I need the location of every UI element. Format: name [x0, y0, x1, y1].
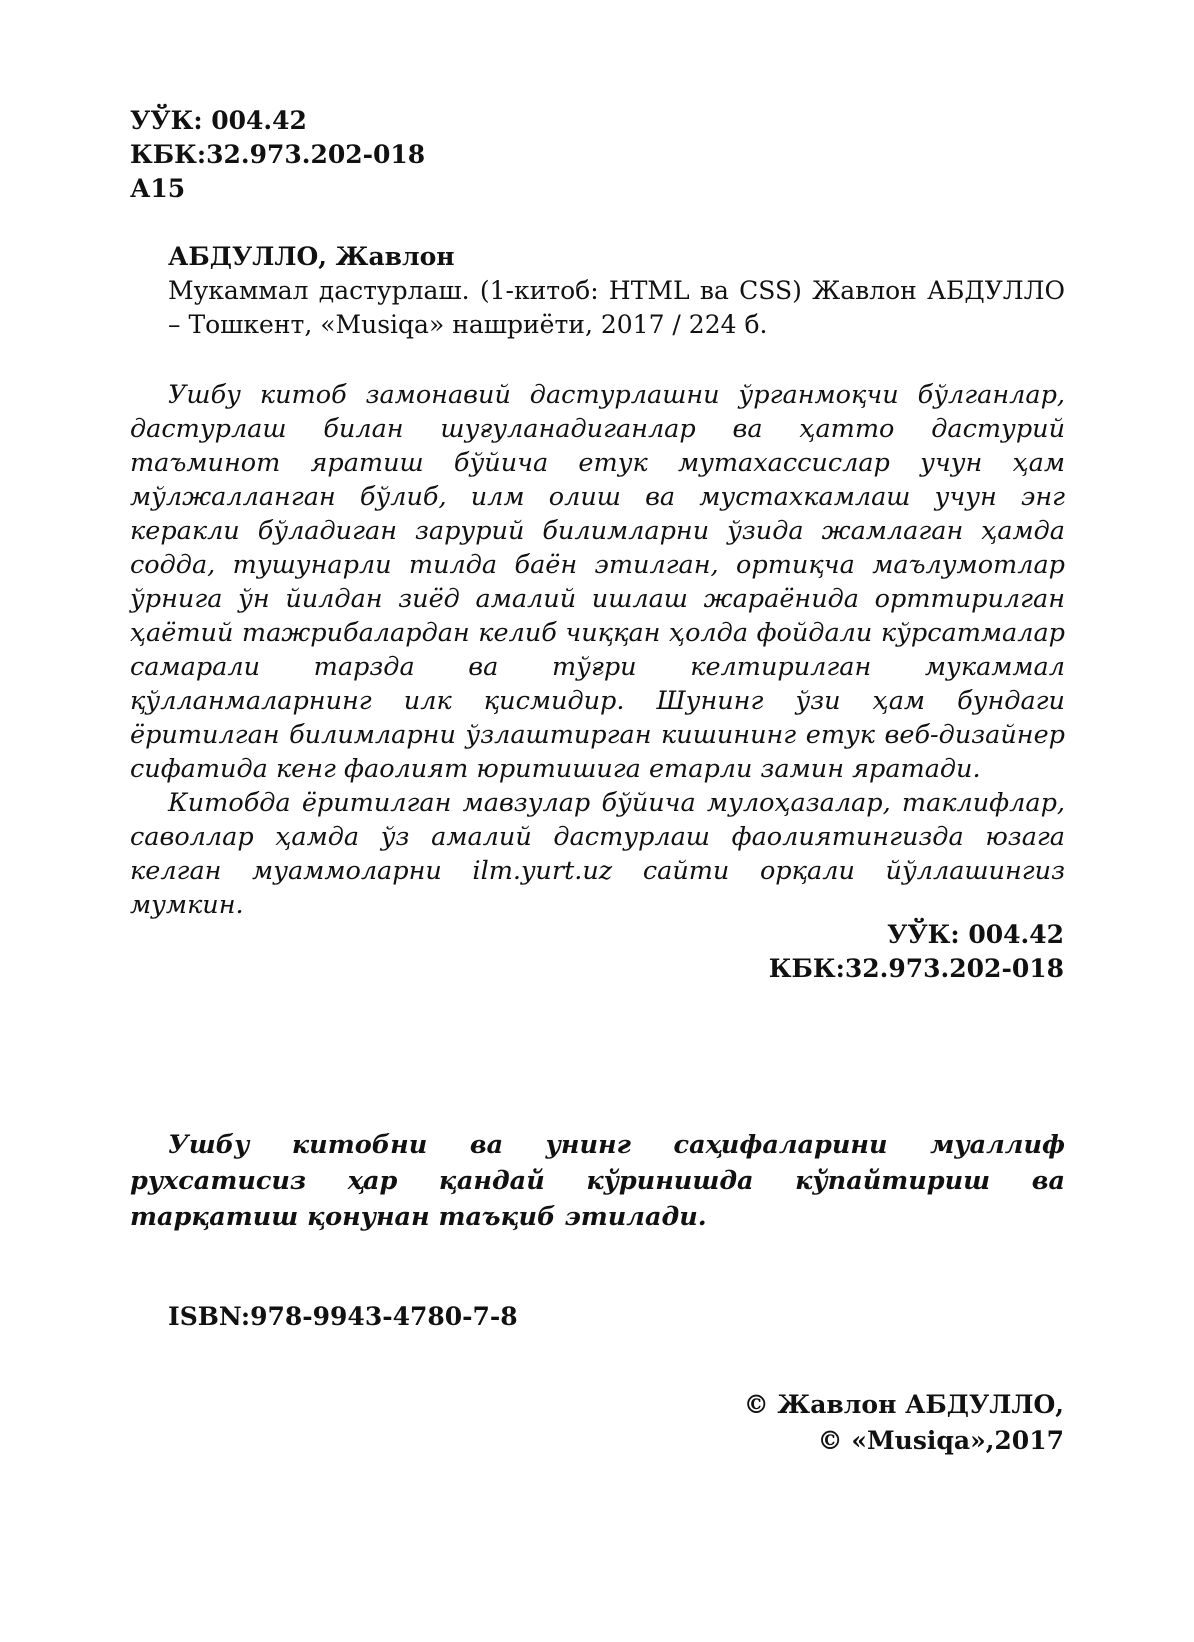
- title-statement: Мукаммал дастурлаш. (1-китоб: HTML ва CSS) Жавлон АБДУЛЛО: [168, 276, 1065, 305]
- bibliographic-record: [130, 240, 1065, 342]
- copyright-warning: Ушбу китобни ва унинг саҳифаларини муаллиф рухсатисиз ҳар қандай кўринишда кўпайтириш ва тарқатиш қонунан таъқиб этилади.: [130, 1130, 1065, 1232]
- classification-codes-bottom: [769, 918, 1064, 986]
- annotation-paragraph-2: Китобда ёритилган мавзулар бўйича мулоҳазалар, таклифлар, саволлар ҳамда ўз амалий дастурлаш фаолиятингизда юзага келган муаммоларни ilm.yurt.uz сайти орқали йўллашингиз мумкин.: [130, 788, 1065, 920]
- copyright-notice: [744, 1387, 1064, 1459]
- bbk-code-repeat: КБК:32.973.202-018: [768, 954, 1064, 983]
- udk-code: УЎК: 004.42: [130, 106, 307, 135]
- udk-code-repeat: УЎК: 004.42: [887, 920, 1064, 949]
- classification-codes-top: [130, 104, 425, 206]
- publication-statement: – Тошкент, «Musiqa» нашриёти, 2017 / 224 б.: [168, 310, 768, 339]
- author-mark: А15: [130, 174, 186, 203]
- annotation: [130, 378, 1065, 922]
- annotation-paragraph-1: Ушбу китоб замонавий дастурлашни ўрганмоқчи бўлганлар, дастурлаш билан шуғуланадиганлар ва ҳатто дастурий таъминот яратиш бўйича етук мутахассислар учун ҳам мўлжалланган бўлиб, илм олиш ва мустахкамлаш учун энг керакли бўладиган зарурий билимларни ўзида жамлаган ҳамда содда, тушунарли тилда баён этилган, ортиқча маълумотлар ўрнига ўн йилдан зиёд амалий ишлаш жараёнида орттирилган ҳаётий тажрибалардан келиб чиққан ҳолда фойдали кўрсатмалар самарали тарзда ва тўғри келтирилган мукаммал қўлланмаларнинг илк қисмидир. Шунинг ўзи ҳам бундаги ёритилган билимларни ўзлаштирган кишининг етук веб-дизайнер сифатида кенг фаолият юритишига етарли замин яратади.: [130, 380, 1065, 784]
- bbk-code: КБК:32.973.202-018: [130, 140, 426, 169]
- copyright-publisher: © «Musiqa»,2017: [817, 1426, 1064, 1455]
- isbn: ISBN:978-9943-4780-7-8: [168, 1302, 518, 1331]
- copyright-author: © Жавлон АБДУЛЛО,: [743, 1390, 1064, 1419]
- author-heading: АБДУЛЛО, Жавлон: [168, 242, 455, 271]
